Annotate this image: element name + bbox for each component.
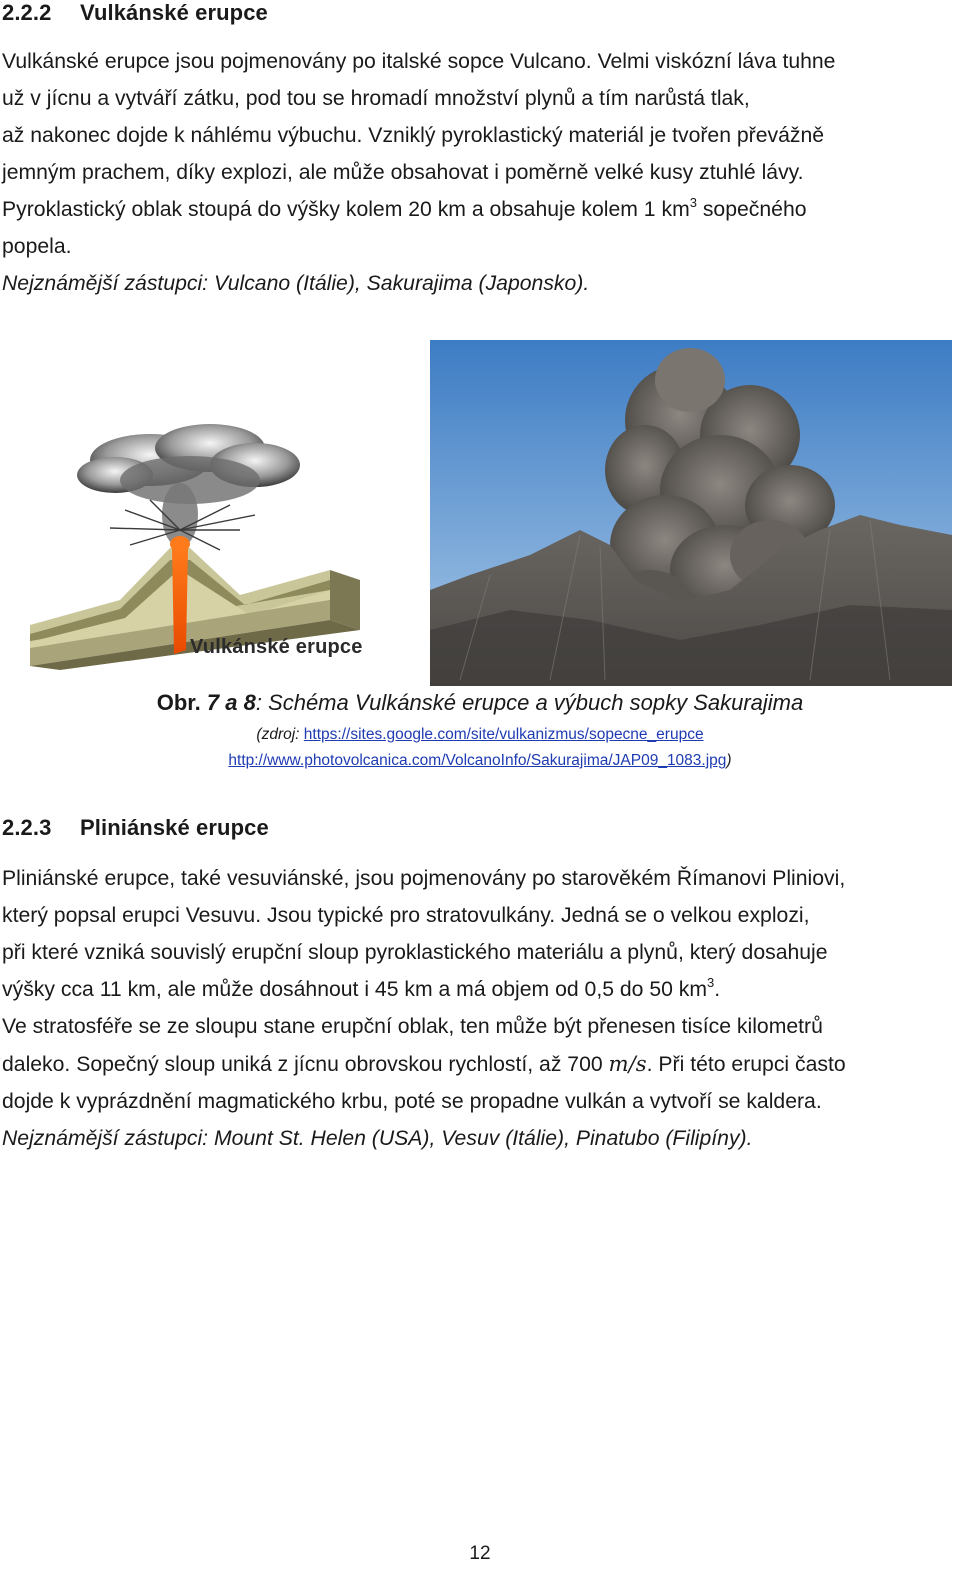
text-line: jemným prachem, díky explozi, ale může obsahovat i poměrně velké kusy ztuhlé lávy. xyxy=(2,161,804,184)
text-line: při které vzniká souvislý erupční sloup pyroklastického materiálu a plynů, který dosahuje xyxy=(2,941,828,964)
text-line: Vulkánské erupce jsou pojmenovány po italské sopce Vulcano. Velmi viskózní láva tuhne xyxy=(2,50,836,73)
velocity-unit: m/s xyxy=(608,1051,647,1076)
source-line-2: http://www.photovolcanica.com/VolcanoInfo/Sakurajima/JAP09_1083.jpg) xyxy=(228,752,732,769)
text-line: popela. xyxy=(2,235,72,258)
lava-conduit xyxy=(172,548,188,654)
caption-numbers: 7 a 8 xyxy=(206,690,256,715)
section-number: 2.2.3 xyxy=(2,815,52,840)
paragraph-vulkanske xyxy=(2,43,948,302)
text-line: Pyroklastický oblak stoupá do výšky kolem 20 km a obsahuje kolem 1 $km^3$ sopečného xyxy=(2,195,807,221)
diagram-label: Vulkánské erupce xyxy=(190,636,363,658)
text-line: Pliniánské erupce, také vesuviánské, jsou pojmenovány po starověkém Římanovi Pliniovi, xyxy=(2,867,846,890)
caption-text: : Schéma Vulkánské erupce a výbuch sopky Sakurajima xyxy=(255,690,804,715)
page-number: 12 xyxy=(469,1543,491,1564)
section-heading-plinianske xyxy=(2,815,269,841)
text-line: už v jícnu a vytváří zátku, pod tou se hromadí množství plynů a tím narůstá tlak, xyxy=(2,87,750,110)
source-link-photovolcanica[interactable]: http://www.photovolcanica.com/VolcanoInfo/Sakurajima/JAP09_1083.jpg xyxy=(228,752,727,769)
section-title: Vulkánské erupce xyxy=(80,0,268,25)
sakurajima-photo xyxy=(430,340,952,686)
superscript: 3 xyxy=(707,975,715,990)
vulcanian-eruption-diagram xyxy=(30,420,380,670)
text-line: až nakonec dojde k náhlému výbuchu. Vzniklý pyroklastický materiál je tvořen převážně xyxy=(2,124,825,147)
text-line: Ve stratosféře se ze sloupu stane erupční oblak, ten může být přenesen tisíce kilometrů xyxy=(2,1015,823,1038)
lava-vent xyxy=(170,536,190,552)
examples-line: Nejznámější zástupci: Vulcano (Itálie), Sakurajima (Japonsko). xyxy=(2,272,590,295)
text-line: dojde k vyprázdnění magmatického krbu, poté se propadne vulkán a vytvoří se kaldera. xyxy=(2,1090,822,1113)
source-link-google[interactable]: https://sites.google.com/site/vulkanizmus/sopecne_erupce xyxy=(303,726,704,743)
text-line: výšky cca 11 km, ale může dosáhnout i 45 km a má objem od 0,5 do 50 $km^3$. xyxy=(2,975,721,1001)
examples-line: Nejznámější zástupci: Mount St. Helen (USA), Vesuv (Itálie), Pinatubo (Filipíny). xyxy=(2,1127,753,1150)
figure-caption xyxy=(0,690,960,716)
text-line: daleko. Sopečný sloup uniká z jícnu obrovskou rychlostí, až 700 m/s. Při této erupci často xyxy=(2,1051,846,1076)
section-title: Pliniánské erupce xyxy=(80,815,269,840)
paragraph-plinianske xyxy=(2,860,948,1157)
caption-label: Obr. xyxy=(156,690,201,715)
text-line: který popsal erupci Vesuvu. Jsou typické pro stratovulkány. Jedná se o velkou explozi, xyxy=(2,904,810,927)
section-heading-vulkanske xyxy=(2,0,268,26)
section-number: 2.2.2 xyxy=(2,0,52,25)
superscript: 3 xyxy=(689,195,697,210)
source-line-1: (zdroj: https://sites.google.com/site/vulkanizmus/sopecne_erupce xyxy=(256,726,704,743)
